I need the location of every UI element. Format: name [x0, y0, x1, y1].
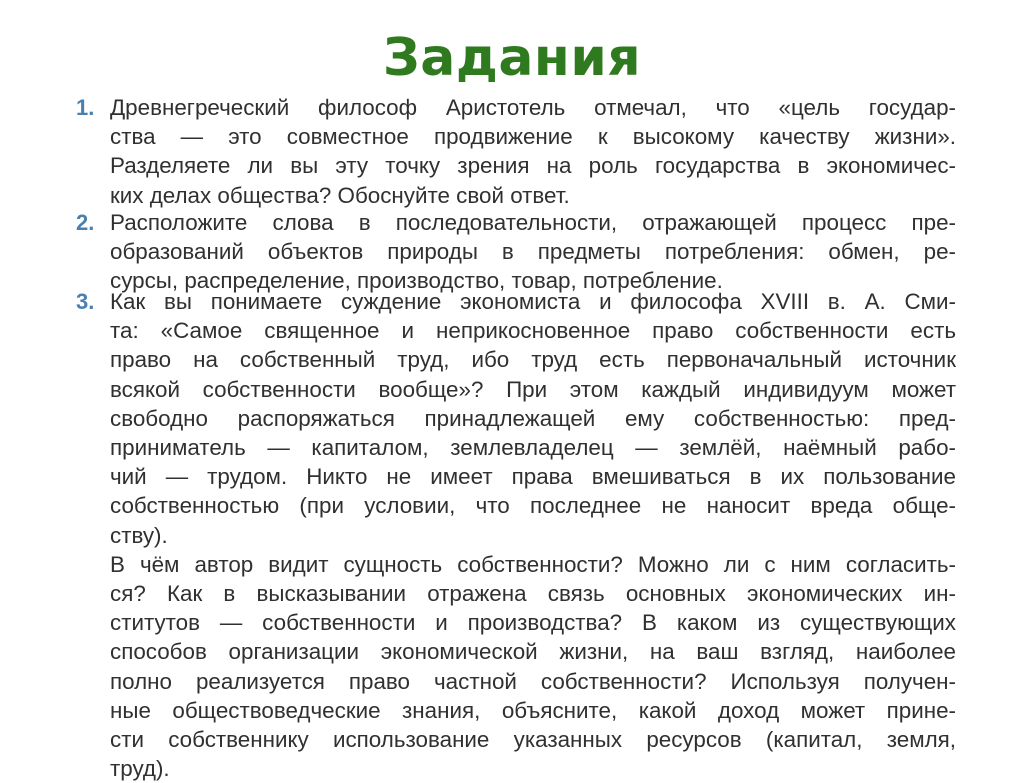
- task-line: труд).: [110, 756, 170, 782]
- task-line: Разделяете ли вы эту точку зрения на роль государства в экономичес-: [110, 153, 956, 179]
- task-line: образований объектов природы в предметы потребления: обмен, ре-: [110, 239, 956, 265]
- task-line: полно реализуется право частной собственности? Используя получен-: [110, 668, 956, 694]
- task-line: Древнегреческий философ Аристотель отмечал, что «цель государ-: [110, 95, 956, 120]
- task-line: способов организации экономической жизни, на ваш взгляд, наиболее: [110, 639, 956, 665]
- task-text: [110, 208, 956, 296]
- task-line: свободно распоряжаться принадлежащей ему собственностью: пред-: [110, 405, 956, 431]
- task-line: ститутов — собственности и производства? В каком из существующих: [110, 610, 956, 636]
- task-line: чий — трудом. Никто не имеет права вмешиваться в их пользование: [110, 464, 956, 490]
- task-line: ких делах общества? Обоснуйте свой ответ.: [110, 182, 570, 208]
- task-line: право на собственный труд, ибо труд есть первоначальный источник: [110, 347, 956, 373]
- task-line: сурсы, распределение, производство, товар, потребление.: [110, 268, 723, 294]
- task-text: [110, 287, 956, 783]
- task-line: ству).: [110, 522, 168, 548]
- task-line: ся? Как в высказывании отражена связь основных экономических ин-: [110, 581, 956, 607]
- task-line: та: «Самое священное и неприкосновенное право собственности есть: [110, 318, 956, 344]
- task-number: 1.: [76, 95, 95, 120]
- task-line: Как вы понимаете суждение экономиста и философа XVIII в. А. Сми-: [110, 289, 956, 314]
- task-number: 3.: [76, 289, 95, 314]
- task-text: [110, 93, 956, 210]
- task-line: собственностью (при условии, что последнее не наносит вреда обще-: [110, 493, 956, 519]
- task-line: ные обществоведческие знания, объясните, какой доход может прине-: [110, 697, 956, 723]
- task-line: всякой собственности вообще»? При этом каждый индивидуум может: [110, 376, 956, 402]
- task-line: сти собственнику использование указанных ресурсов (капитал, земля,: [110, 727, 956, 753]
- page-title: Задания: [382, 28, 642, 88]
- task-line: приниматель — капиталом, землевладелец — землёй, наёмный рабо-: [110, 435, 956, 461]
- task-number: 2.: [76, 210, 95, 235]
- task-line: Расположите слова в последовательности, отражающей процесс пре-: [110, 210, 956, 235]
- task-line: В чём автор видит сущность собственности? Можно ли с ним согласить-: [110, 551, 956, 577]
- task-line: ства — это совместное продвижение к высокому качеству жизни».: [110, 124, 956, 150]
